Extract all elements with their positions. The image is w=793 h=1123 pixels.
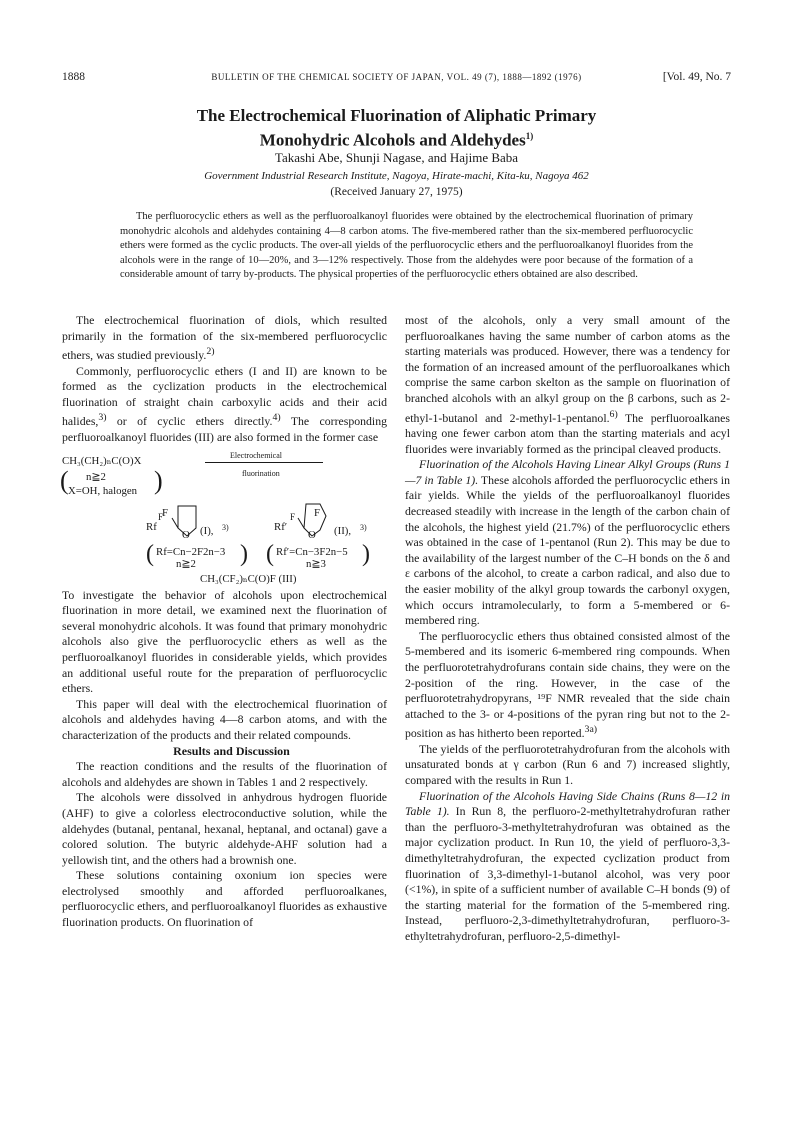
ref: 3a) [584,724,598,736]
paragraph: This paper will deal with the electrochemical fluorination of alcohols and aldehydes having 4—8 carbon atoms, and with the characterization of the products and their related compounds. [62,696,387,742]
arrow-label-bottom: fluorination [242,468,280,478]
section-heading: Results and Discussion [173,743,290,758]
subsection-heading: Fluorination of the Alcohols Having Side Chains (Runs 8—12 in Table 1). [405,788,730,819]
text: These alcohols afforded the perfluorocyclic ethers in fair yields. While the yields of the perfluoroalkanoyl fluorides decreased steadily with increase in the length of the carbon chain of the alcohols, the highest yield (21.7%) of the perfluorocyclic ethers was obtained in the case of 1-pentanol (Run 2). This may be due to the availability of the largest number of the C–H bonds on the δ and ε carbons of the alcohol, to create a carbon radical, and also due to the easier mobility of the alkyl group towards the carbonyl oxygen, which occurs intramolecularly, to form a 5-membered or 6-membered ring. [405,472,730,628]
title-line-1: The Electrochemical Fluorination of Aliphatic Primary [196,106,597,125]
ring-II-oxygen: O [308,528,316,541]
title-line-2-text: Monohydric Alcohols and Aldehydes [259,130,526,150]
ring-I-rf: Rf [146,520,157,533]
paragraph [405,457,730,629]
paren-open: ( [146,540,154,567]
left-column [62,313,387,931]
ring-I-ref: 3) [222,522,229,532]
paragraph [62,364,387,446]
ring-II-label: (II), [334,524,352,537]
ring-I-fluorine-top: F [162,506,169,519]
ring-I-fluorine-left: F [158,511,164,522]
reaction-scheme [62,446,387,588]
ring-II-condition: n≧3 [306,557,326,570]
text: Commonly, perfluorocyclic ethers (I and II) are known to be formed as the cyclization products in the electrochemical fluorination of straight chain carboxylic acids and their acid halides, [62,363,387,429]
abstract: The perfluorocyclic ethers as well as the perfluoroalkanoyl fluorides were obtained by the electrochemical fluorination of primary monohydric alcohols and aldehydes containing 4—8 carbon atoms. The five-membered rather than the six-membered perfluorocyclic ethers were formed as the cyclic products. The over-all yields of the perfluorocyclic ethers and the perfluoroalkanoyl fluorides from the alcohols were in the range of 10—20%, and 3—12% respectively. Those from the aldehydes were poor because of the formation of a considerable amount of tarry by-products. The physical properties of the perfluorocyclic ethers obtained are also described. [120,211,693,281]
paragraph: These solutions containing oxonium ion species were electrolysed smoothly and afforded perfluoroalkanes, perfluorocyclic ethers, and perfluoroalkanoyl fluorides as exhaustive fluorination products. On fluorination of [62,868,387,930]
affiliation: Government Industrial Research Institute, Nagoya, Hirate-machi, Kita-ku, Nagoya 462 [204,170,589,182]
paragraph: The alcohols were dissolved in anhydrous hydrogen fluoride (AHF) to give a colorless electroconductive solution, while the aldehydes (butanal, pentanal, hexanal, heptanal, and octanal) gave a colored solution. The butyric aldehyde-AHF solution had a yellowish tint, and the others had a brownish one. [62,790,387,867]
right-column [405,313,730,945]
subsection-heading: Fluorination of the Alcohols Having Linear Alkyl Groups (Runs 1—7 in Table 1). [405,457,730,487]
text: In Run 8, the perfluoro-2-methyltetrahydrofuran rather than the perfluoro-3-methyltetrahydrofuran was obtained as the major cyclization product. In Run 10, the yield of perfluoro-3,3-dimethyltetrahydrofuran, the expected cyclization product from fluorination of 3,3-dimethyl-1-butanol alcohol, was very poor (<1%), in spite of a sufficient number of available C–H bonds (9) of the starting material for the formation of the 5-membered ring. Instead, perfluoro-2,3-dimethyltetrahydrofuran, perfluoro-3-ethyltetrahydrofuran, perfluoro-2,5-dimethyl- [405,804,730,943]
paragraph [405,313,730,457]
paragraph: To investigate the behavior of alcohols upon electrochemical fluorination in more detail, we examined next the fluorination of several monohydric alcohols. It was found that primary monohydric alcohols also give the perfluorocyclic ethers as well as the perfluoroalkanoyl fluorides in considerable yields, which provides an additional useful route for the preparation of perfluorocyclic ethers. [62,587,387,696]
text: The electrochemical fluorination of diols, which resulted primarily in the formation of the six-membered perfluorocyclic ethers, was studied previously. [62,313,387,363]
journal-title: BULLETIN OF THE CHEMICAL SOCIETY OF JAPAN, VOL. 49 (7), 1888—1892 (1976) [211,72,582,82]
text: The perfluoroalkanes having one fewer carbon atom than the starting materials and acyl fluorides were invariably formed as the principal cleaved products. [405,410,730,456]
paren-close: ) [240,540,248,567]
paren-close: ) [154,465,163,495]
page-number: 1888 [62,71,85,83]
arrow-label-top: Electrochemical [230,450,282,460]
title-footnote: 1) [525,131,534,141]
ref: 6) [609,408,618,420]
text: or of cyclic ethers directly. [106,414,273,429]
text: most of the alcohols, only a very small amount of the perfluoroalkanes having the same number of carbon atoms as the starting materials was produced. However, there was a tendency for the formation of an increased amount of the perfluoroalkanes which comprise the same carbon skelton as the sample on fluorination of branched alcohols with an alkyl group on the β carbons, such as 2-ethyl-1-butanol and 2-methyl-1-pentanol. [405,313,730,425]
text: The perfluorocyclic ethers thus obtained consisted almost of the 5-membered and its isomeric 6-membered ring compounds. When the perfluorotetrahydrofurans contain side chains, they were on the 2-position of the ring. However, in the case of the perfluorotetrahydropyrans, ¹⁹F NMR revealed that the side chain attached to the 3- or 4-positions of the pyran ring but not to the 2-position as has hitherto been reported. [405,628,730,741]
paren-open: ( [266,540,274,567]
reactant-formula: CH₃(CH₂)ₙC(O)X [62,454,142,467]
authors: Takashi Abe, Shunji Nagase, and Hajime Baba [274,150,519,165]
paragraph [405,629,730,742]
paragraph [62,313,387,364]
running-header [62,71,731,87]
paragraph [405,789,730,945]
paragraph: The yields of the perfluorotetrahydrofuran from the alcohols with unsaturated bonds at γ carbon (Run 6 and 7) increased slightly, compared with the results in Run 1. [405,741,730,788]
ring-I-oxygen: O [182,528,190,541]
paper-title [100,105,693,151]
paren-close: ) [362,540,370,567]
paren-open: ( [60,465,69,495]
received-date: (Received January 27, 1975) [330,186,463,198]
paragraph: The reaction conditions and the results of the fluorination of alcohols and aldehydes are shown in Tables 1 and 2 respectively. [62,759,387,789]
ref: 4) [272,412,281,424]
reaction-arrow [205,462,323,463]
ring-I-label: (I), [200,524,214,537]
ring-II-ref: 3) [360,522,367,532]
ring-II-fluorine-left: F [290,511,296,522]
product-III: CH₃(CF₂)ₙC(O)F (III) [200,572,297,585]
title-line-2 [100,126,693,151]
text: The corresponding perfluoroalkanoyl fluorides (III) are also formed in the former case [62,414,387,444]
condition-n: n≧2 [86,470,106,483]
ring-II-rf: Rf′ [274,520,288,533]
ref: 3) [98,412,107,424]
ring-I-definition: Rf=Cn−2F2n−3 [156,545,226,558]
ring-II-fluorine-top: F [314,506,321,519]
ring-II-definition: Rf′=Cn−3F2n−5 [276,545,348,558]
ref: 2) [206,346,215,358]
ring-I-condition: n≧2 [176,557,196,570]
condition-x: X=OH, halogen [68,484,138,497]
volume-label: [Vol. 49, No. 7 [662,71,731,83]
